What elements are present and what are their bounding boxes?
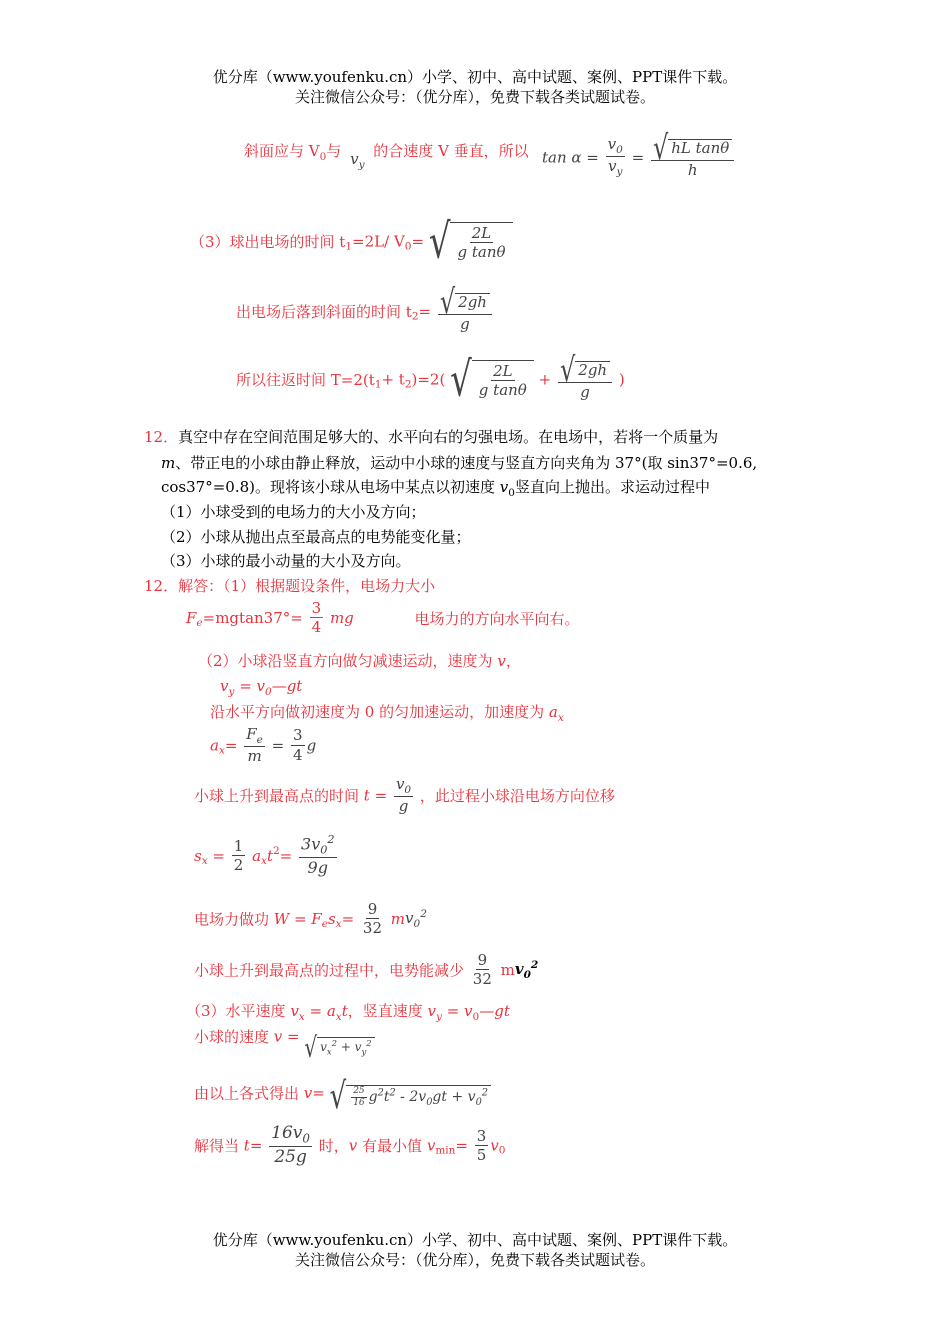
electric-force-formula: $F_e=mgtan37^\circ=$ $\frac{3}{4}$ mg 电场力的方向水平向右。 — [186, 599, 580, 637]
question-2: （2）小球从抛出点至最高点的电势能变化量； — [161, 528, 471, 546]
part3-velocities: （3）水平速度 $v_x = a_xt$，竖直速度 $v_y$ = $v_0—gt$ — [186, 1002, 510, 1023]
header-line-2: 关注微信公众号：（优分库），免费下载各类试题试卷。 — [294, 88, 655, 106]
tan-alpha-formula: tan α = $\frac{v_0}{v_y}$ = √ hL tanθ h — [542, 136, 736, 179]
part3-sqrt: √ $\frac{2L}{\text{g tanθ}}$ — [429, 222, 513, 261]
potential-energy-line: 小球上升到最高点的过程中，电势能减少 $\frac{9}{32}$ $mv_0^2$ — [194, 951, 539, 989]
problem-12-line-1: 12．真空中存在空间范围足够大的、水平向右的匀强电场。在电场中，若将一个质量为 — [144, 428, 719, 446]
ax-formula: $a_x=$ $\frac{F_e}{m}$ = $\frac{3}{4}$ g — [210, 725, 317, 766]
total-time-line: 所以往返时间 $T=2(t_1+ t_2)=2$( √ $\frac{2L}{\text{g tanθ}}$ + √ 2gh g ) — [236, 350, 625, 408]
work-formula: 电场力做功 $W = F_es_x=$ $\frac{9}{32}$ $mv_0^2$ — [194, 900, 427, 938]
vy-equation: $v_y$ = $v_0—gt$ — [220, 677, 303, 698]
question-1: （1）小球受到的电场力的大小及方向； — [161, 503, 426, 521]
footer-line-2: 关注微信公众号：（优分库），免费下载各类试题试卷。 — [294, 1251, 655, 1269]
answer-12-title: 12．解答：（1）根据题设条件，电场力大小 — [144, 577, 436, 595]
problem-12-line-3: cos37°=0.8)。现将该小球从电场中某点以初速度 $v_0$竖直向上抛出。求运动过程中 — [161, 478, 710, 499]
question-3: （3）小球的最小动量的大小及方向。 — [161, 552, 411, 570]
tan-fraction: $\frac{v_0}{v_y}$ — [607, 135, 623, 179]
part3-time-line: （3）球出电场的时间 $t_1=2L/$ $V_0=$ √ $\frac{2L}{\text{g tanθ}}$ — [190, 222, 513, 261]
vy-symbol: $v_y$ — [350, 150, 365, 171]
part2-line: （2）小球沿竖直方向做匀减速运动，速度为 v， — [198, 652, 521, 670]
sx-formula: $s_x$ = $\frac{1}{2}$ $a_xt^2=$ $\frac{3v_0^2}{9g}$ — [194, 833, 335, 878]
speed-formula: 小球的速度 v = √ $v_x^2 + v_y^2$ — [194, 1026, 375, 1047]
problem-12-line-2: m、带正电的小球由静止释放，运动中小球的速度与竖直方向夹角为 37°(取 sin37°=0.6, — [161, 454, 758, 472]
rise-time-line: 小球上升到最高点的时间 t = $\frac{v_0}{g}$ ，此过程小球沿电场方向位移 — [194, 775, 615, 816]
derived-speed-formula: 由以上各式得出 v= √ $\frac{25}{16}$ $g^2t^2 - 2v_0gt + v_0^2$ — [194, 1080, 491, 1106]
perpendicular-statement: 斜面应与 $V_0$与 $v_y$ 的合速度 V 垂直，所以 — [244, 142, 529, 171]
minimum-speed-line: 解得当 t= $\frac{16v_0}{25g}$ 时，v 有最小值 $v_{min}=$ $\frac{3}{5}$ $v_0$ — [194, 1123, 506, 1168]
t2-fraction: √ 2gh g — [438, 290, 492, 333]
sqrt-fraction: √ hL tanθ h — [651, 136, 734, 179]
header-line-1: 优分库（www.youfenku.cn）小学、初中、高中试题、案例、PPT课件下载。 — [212, 68, 738, 86]
horizontal-motion-line: 沿水平方向做初速度为 0 的匀加速运动，加速度为 $a_x$ — [210, 703, 564, 724]
footer-line-1: 优分库（www.youfenku.cn）小学、初中、高中试题、案例、PPT课件下载。 — [212, 1231, 738, 1249]
t2-line: 出电场后落到斜面的时间 $t_2=$ √ 2gh g — [236, 290, 494, 333]
